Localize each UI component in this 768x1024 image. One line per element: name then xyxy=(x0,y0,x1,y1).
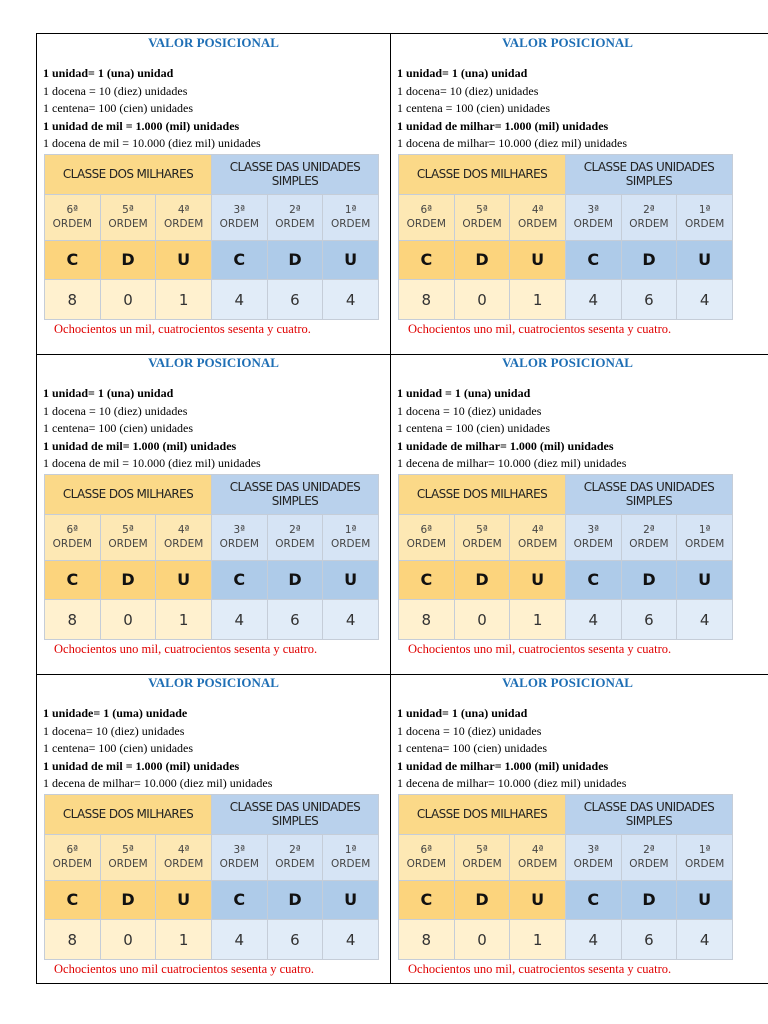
class-thousands-header: CLASSE DOS MILHARES xyxy=(45,155,212,195)
place-digit: 4 xyxy=(211,280,267,320)
place-value-table xyxy=(44,474,379,640)
order-word: ORDEM xyxy=(462,218,502,231)
order-cell xyxy=(621,834,677,880)
order-word: ORDEM xyxy=(52,858,92,871)
order-word: ORDEM xyxy=(219,218,259,231)
order-number: 3ª xyxy=(233,844,246,857)
place-letter: C xyxy=(399,880,455,920)
order-word: ORDEM xyxy=(517,858,558,871)
order-word: ORDEM xyxy=(330,218,371,231)
order-number: 1ª xyxy=(698,524,711,537)
definition-line: 1 unidad de milhar= 1.000 (mil) unidades xyxy=(397,758,609,773)
order-cell xyxy=(621,514,677,560)
place-value-card xyxy=(390,33,745,353)
place-digit: 6 xyxy=(267,920,323,960)
place-digit: 1 xyxy=(510,920,566,960)
definition-line: 1 unidad= 1 (una) unidad xyxy=(43,66,174,80)
place-digit: 4 xyxy=(323,920,379,960)
order-number: 1ª xyxy=(344,524,357,537)
class-units-header: CLASSE DAS UNIDADES SIMPLES xyxy=(211,795,378,835)
place-letter: C xyxy=(399,560,455,600)
definition-line: 1 centena= 100 (cien) unidades xyxy=(43,101,194,116)
definition-line: 1 docena = 10 (diez) unidades xyxy=(43,403,188,418)
order-cell xyxy=(211,514,267,560)
place-letter: U xyxy=(156,560,212,600)
place-digit: 4 xyxy=(565,600,621,640)
order-cell xyxy=(156,834,212,880)
order-cell xyxy=(677,514,733,560)
definitions xyxy=(397,385,626,473)
definition-line: 1 centena= 100 (cien) unidades xyxy=(397,741,548,756)
order-word: ORDEM xyxy=(684,538,725,551)
card-title: VALOR POSICIONAL xyxy=(148,35,279,50)
order-number: 4ª xyxy=(531,844,544,857)
definition-line: 1 unidad= 1 (una) unidad xyxy=(397,66,528,80)
class-units-header: CLASSE DAS UNIDADES SIMPLES xyxy=(565,795,732,835)
definition-line: 1 unidad = 1 (una) unidad xyxy=(397,386,531,400)
place-letter: U xyxy=(156,880,212,920)
place-digit: 1 xyxy=(156,600,212,640)
place-letter: C xyxy=(565,560,621,600)
place-value-table xyxy=(44,154,379,320)
order-cell xyxy=(323,194,379,240)
class-units-header: CLASSE DAS UNIDADES SIMPLES xyxy=(565,475,732,515)
place-digit: 1 xyxy=(156,280,212,320)
place-letter: D xyxy=(267,240,323,280)
definition-line: 1 docena = 10 (diez) unidades xyxy=(397,403,542,418)
place-letter: C xyxy=(45,560,101,600)
place-digit: 4 xyxy=(677,280,733,320)
order-number: 3ª xyxy=(587,204,600,217)
class-thousands-header: CLASSE DOS MILHARES xyxy=(399,475,566,515)
definition-line: 1 docena = 10 (diez) unidades xyxy=(43,83,188,98)
place-letter: C xyxy=(211,880,267,920)
place-digit: 0 xyxy=(100,920,156,960)
class-units-header: CLASSE DAS UNIDADES SIMPLES xyxy=(211,475,378,515)
order-number: 1ª xyxy=(344,204,357,217)
place-digit: 1 xyxy=(156,920,212,960)
order-cell xyxy=(100,194,156,240)
order-number: 2ª xyxy=(643,204,655,217)
order-number: 6ª xyxy=(420,204,433,217)
order-cell xyxy=(267,514,323,560)
place-letter: U xyxy=(677,240,733,280)
definitions xyxy=(397,705,626,793)
order-cell xyxy=(454,834,510,880)
order-word: ORDEM xyxy=(406,218,446,231)
order-number: 4ª xyxy=(177,844,190,857)
order-word: ORDEM xyxy=(108,538,148,551)
definition-line: 1 unidad de mil = 1.000 (mil) unidades xyxy=(43,118,240,133)
place-digit: 4 xyxy=(211,600,267,640)
order-word: ORDEM xyxy=(462,858,502,871)
place-letter: C xyxy=(211,240,267,280)
order-cell xyxy=(565,834,621,880)
card-title: VALOR POSICIONAL xyxy=(148,675,279,690)
order-cell xyxy=(510,194,566,240)
place-digit: 4 xyxy=(323,280,379,320)
order-cell xyxy=(399,514,455,560)
definition-line: 1 unidad de mil= 1.000 (mil) unidades xyxy=(43,438,237,453)
order-cell xyxy=(621,194,677,240)
order-word: ORDEM xyxy=(163,218,204,231)
order-word: ORDEM xyxy=(573,858,613,871)
order-number: 3ª xyxy=(587,844,600,857)
definition-line: 1 docena de milhar= 10.000 (diez mil) unidades xyxy=(397,136,628,151)
definition-line: 1 docena= 10 (diez) unidades xyxy=(397,83,539,98)
place-letter: D xyxy=(621,560,677,600)
order-number: 6ª xyxy=(420,844,433,857)
class-thousands-header: CLASSE DOS MILHARES xyxy=(45,795,212,835)
place-digit: 1 xyxy=(510,280,566,320)
order-number: 1ª xyxy=(698,204,711,217)
number-in-words: Ochocientos uno mil cuatrocientos sesenta y cuatro. xyxy=(54,962,314,976)
order-cell xyxy=(45,514,101,560)
definition-line: 1 unidad de milhar= 1.000 (mil) unidades xyxy=(397,118,609,133)
class-thousands-header: CLASSE DOS MILHARES xyxy=(399,795,566,835)
order-number: 3ª xyxy=(233,204,246,217)
place-letter: D xyxy=(621,240,677,280)
order-number: 2ª xyxy=(643,844,655,857)
place-digit: 0 xyxy=(100,600,156,640)
definition-line: 1 centena= 100 (cien) unidades xyxy=(43,741,194,756)
order-cell xyxy=(399,834,455,880)
place-digit: 6 xyxy=(267,600,323,640)
order-word: ORDEM xyxy=(52,218,92,231)
order-cell xyxy=(100,514,156,560)
order-cell xyxy=(510,834,566,880)
order-number: 3ª xyxy=(233,524,246,537)
place-digit: 8 xyxy=(45,920,101,960)
order-number: 4ª xyxy=(531,524,544,537)
order-number: 2ª xyxy=(289,844,301,857)
place-digit: 1 xyxy=(510,600,566,640)
order-cell xyxy=(45,834,101,880)
definition-line: 1 centena = 100 (cien) unidades xyxy=(397,421,551,436)
class-units-header: CLASSE DAS UNIDADES SIMPLES xyxy=(565,155,732,195)
definition-line: 1 docena de mil = 10.000 (diez mil) unidades xyxy=(43,136,261,151)
order-number: 5ª xyxy=(476,204,488,217)
order-number: 3ª xyxy=(587,524,600,537)
order-word: ORDEM xyxy=(684,218,725,231)
definition-line: 1 docena= 10 (diez) unidades xyxy=(43,723,185,738)
place-value-table xyxy=(398,154,733,320)
order-word: ORDEM xyxy=(275,218,315,231)
place-letter: U xyxy=(323,880,379,920)
order-cell xyxy=(100,834,156,880)
order-word: ORDEM xyxy=(406,858,446,871)
place-value-table xyxy=(398,794,733,960)
place-digit: 6 xyxy=(621,280,677,320)
place-letter: U xyxy=(677,560,733,600)
card-title: VALOR POSICIONAL xyxy=(502,35,633,50)
definitions xyxy=(43,705,272,793)
place-letter: U xyxy=(510,240,566,280)
order-cell xyxy=(510,514,566,560)
place-letter: U xyxy=(510,880,566,920)
order-word: ORDEM xyxy=(330,538,371,551)
place-digit: 4 xyxy=(323,600,379,640)
order-cell xyxy=(565,514,621,560)
place-value-table xyxy=(44,794,379,960)
place-digit: 8 xyxy=(399,920,455,960)
place-value-card xyxy=(36,353,391,673)
place-letter: C xyxy=(565,240,621,280)
order-word: ORDEM xyxy=(108,218,148,231)
place-value-card xyxy=(390,353,745,673)
definitions xyxy=(43,65,261,153)
place-digit: 8 xyxy=(399,280,455,320)
place-value-table xyxy=(398,474,733,640)
place-digit: 0 xyxy=(100,280,156,320)
order-word: ORDEM xyxy=(517,218,558,231)
place-value-card xyxy=(36,33,391,353)
order-word: ORDEM xyxy=(684,858,725,871)
order-word: ORDEM xyxy=(52,538,92,551)
place-letter: C xyxy=(399,240,455,280)
order-number: 1ª xyxy=(698,844,711,857)
order-word: ORDEM xyxy=(629,858,669,871)
order-cell xyxy=(156,514,212,560)
place-digit: 8 xyxy=(399,600,455,640)
definition-line: 1 unidad= 1 (una) unidad xyxy=(397,706,528,720)
order-word: ORDEM xyxy=(219,858,259,871)
place-digit: 6 xyxy=(267,280,323,320)
class-thousands-header: CLASSE DOS MILHARES xyxy=(45,475,212,515)
order-cell xyxy=(211,194,267,240)
order-cell xyxy=(399,194,455,240)
order-word: ORDEM xyxy=(517,538,558,551)
order-cell xyxy=(211,834,267,880)
order-number: 5ª xyxy=(122,204,134,217)
place-letter: D xyxy=(454,880,510,920)
class-units-header: CLASSE DAS UNIDADES SIMPLES xyxy=(211,155,378,195)
class-thousands-header: CLASSE DOS MILHARES xyxy=(399,155,566,195)
place-digit: 8 xyxy=(45,600,101,640)
order-cell xyxy=(454,514,510,560)
place-digit: 0 xyxy=(454,920,510,960)
definition-line: 1 unidad= 1 (una) unidad xyxy=(43,386,174,400)
place-letter: C xyxy=(565,880,621,920)
order-cell xyxy=(45,194,101,240)
definition-line: 1 unidad de mil = 1.000 (mil) unidades xyxy=(43,758,240,773)
place-letter: U xyxy=(677,880,733,920)
place-digit: 4 xyxy=(677,920,733,960)
order-word: ORDEM xyxy=(275,538,315,551)
order-cell xyxy=(677,194,733,240)
place-letter: D xyxy=(267,880,323,920)
order-number: 2ª xyxy=(289,524,301,537)
card-title: VALOR POSICIONAL xyxy=(502,355,633,370)
order-word: ORDEM xyxy=(462,538,502,551)
order-cell xyxy=(565,194,621,240)
order-word: ORDEM xyxy=(629,218,669,231)
definitions xyxy=(43,385,261,473)
place-letter: D xyxy=(621,880,677,920)
place-letter: D xyxy=(267,560,323,600)
place-letter: D xyxy=(454,560,510,600)
order-cell xyxy=(323,834,379,880)
order-number: 6ª xyxy=(66,844,79,857)
number-in-words: Ochocientos un mil, cuatrocientos sesenta y cuatro. xyxy=(54,322,311,336)
definition-line: 1 decena de milhar= 10.000 (diez mil) unidades xyxy=(397,776,627,791)
order-number: 6ª xyxy=(66,204,79,217)
place-digit: 4 xyxy=(565,920,621,960)
number-in-words: Ochocientos uno mil, cuatrocientos sesenta y cuatro. xyxy=(408,962,672,976)
definitions xyxy=(397,65,627,153)
order-word: ORDEM xyxy=(406,538,446,551)
place-value-card xyxy=(390,673,745,993)
order-word: ORDEM xyxy=(573,218,613,231)
definition-line: 1 decena de milhar= 10.000 (diez mil) unidades xyxy=(397,456,627,471)
order-word: ORDEM xyxy=(629,538,669,551)
order-number: 2ª xyxy=(289,204,301,217)
order-number: 5ª xyxy=(476,524,488,537)
definition-line: 1 docena de mil = 10.000 (diez mil) unidades xyxy=(43,456,261,471)
order-number: 2ª xyxy=(643,524,655,537)
place-digit: 6 xyxy=(621,600,677,640)
number-in-words: Ochocientos uno mil, cuatrocientos sesenta y cuatro. xyxy=(54,642,318,656)
definition-line: 1 unidade= 1 (uma) unidade xyxy=(43,706,188,720)
order-cell xyxy=(323,514,379,560)
order-cell xyxy=(677,834,733,880)
definition-line: 1 centena = 100 (cien) unidades xyxy=(397,101,551,116)
place-letter: D xyxy=(100,240,156,280)
order-cell xyxy=(267,834,323,880)
place-digit: 4 xyxy=(565,280,621,320)
place-digit: 8 xyxy=(45,280,101,320)
order-word: ORDEM xyxy=(330,858,371,871)
order-cell xyxy=(156,194,212,240)
definition-line: 1 centena= 100 (cien) unidades xyxy=(43,421,194,436)
place-letter: D xyxy=(454,240,510,280)
order-number: 4ª xyxy=(177,204,190,217)
place-letter: D xyxy=(100,880,156,920)
order-number: 1ª xyxy=(344,844,357,857)
place-letter: C xyxy=(45,240,101,280)
place-digit: 6 xyxy=(621,920,677,960)
place-digit: 4 xyxy=(211,920,267,960)
order-number: 4ª xyxy=(531,204,544,217)
place-letter: D xyxy=(100,560,156,600)
order-word: ORDEM xyxy=(163,538,204,551)
order-number: 5ª xyxy=(476,844,488,857)
definition-line: 1 docena = 10 (diez) unidades xyxy=(397,723,542,738)
card-title: VALOR POSICIONAL xyxy=(502,675,633,690)
place-letter: C xyxy=(211,560,267,600)
order-word: ORDEM xyxy=(275,858,315,871)
order-number: 6ª xyxy=(420,524,433,537)
order-word: ORDEM xyxy=(108,858,148,871)
definition-line: 1 decena de milhar= 10.000 (diez mil) unidades xyxy=(43,776,273,791)
number-in-words: Ochocientos uno mil, cuatrocientos sesenta y cuatro. xyxy=(408,322,672,336)
order-number: 6ª xyxy=(66,524,79,537)
place-value-card xyxy=(36,673,391,993)
place-letter: U xyxy=(323,560,379,600)
order-number: 4ª xyxy=(177,524,190,537)
order-cell xyxy=(454,194,510,240)
order-number: 5ª xyxy=(122,524,134,537)
order-cell xyxy=(267,194,323,240)
number-in-words: Ochocientos uno mil, cuatrocientos sesenta y cuatro. xyxy=(408,642,672,656)
order-word: ORDEM xyxy=(219,538,259,551)
order-number: 5ª xyxy=(122,844,134,857)
place-letter: U xyxy=(323,240,379,280)
card-title: VALOR POSICIONAL xyxy=(148,355,279,370)
place-letter: U xyxy=(156,240,212,280)
definition-line: 1 unidade de milhar= 1.000 (mil) unidades xyxy=(397,438,614,453)
order-word: ORDEM xyxy=(573,538,613,551)
place-letter: C xyxy=(45,880,101,920)
place-digit: 4 xyxy=(677,600,733,640)
place-digit: 0 xyxy=(454,280,510,320)
place-letter: U xyxy=(510,560,566,600)
place-digit: 0 xyxy=(454,600,510,640)
order-word: ORDEM xyxy=(163,858,204,871)
